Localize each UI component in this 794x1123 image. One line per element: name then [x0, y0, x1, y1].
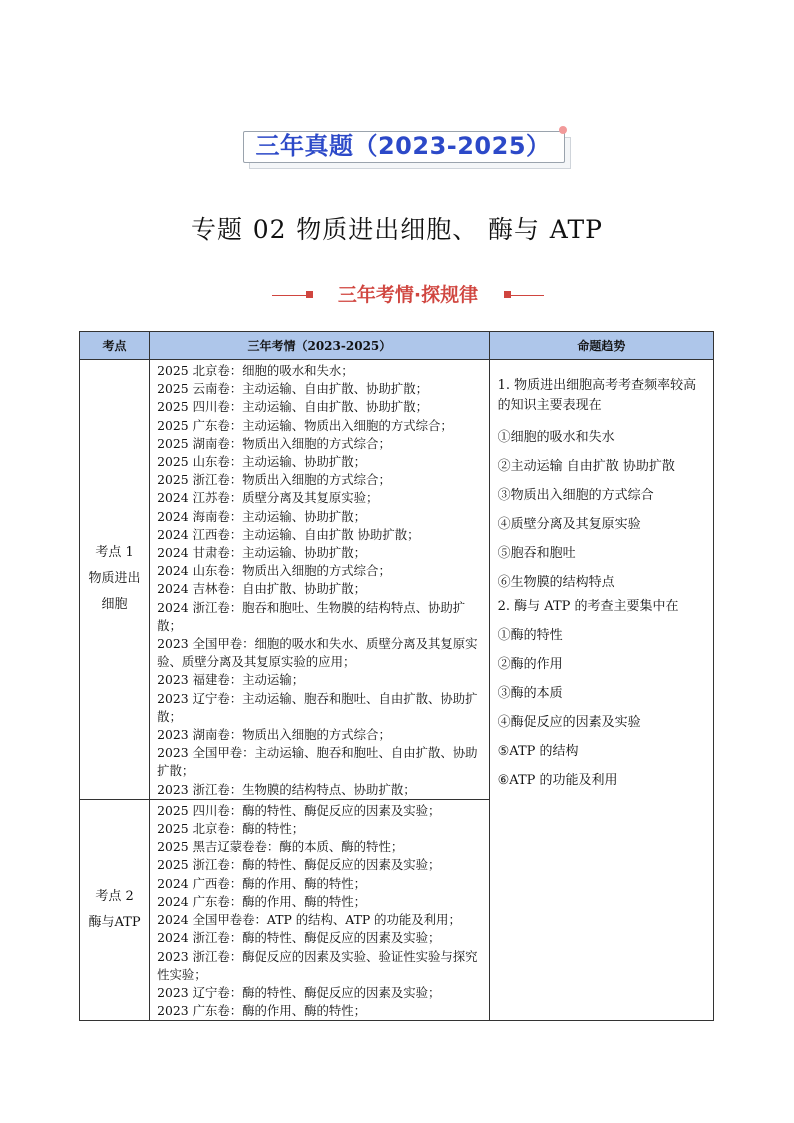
page-title	[0, 210, 794, 246]
title-prefix: 专题	[191, 215, 244, 244]
trend-item: ③物质出入细胞的方式综合	[497, 488, 654, 503]
header-exams: 三年考情（2023-2025）	[150, 332, 490, 360]
banner-text: 三年真题（2023-2025）	[255, 132, 551, 160]
trend-item: ②酶的作用	[497, 657, 563, 672]
title-number: 02	[252, 215, 287, 244]
list-item: 2024 江西卷：主动运输、自由扩散 协助扩散；	[157, 526, 420, 542]
list-item: 2025 北京卷：细胞的吸水和失水；	[157, 363, 354, 378]
list-item: 2023 广东卷：酶的作用、酶的特性；	[157, 1003, 367, 1019]
topic-cell-2	[80, 799, 150, 1020]
sub-header	[272, 282, 544, 308]
list-item: 2025 黑吉辽蒙卷卷：酶的本质、酶的特性；	[157, 839, 404, 855]
list-item: 2023 辽宁卷：主动运输、胞吞和胞吐、自由扩散、协助扩散；	[157, 690, 478, 724]
table-header-row	[80, 332, 714, 360]
trend-heading-2: 2. 酶与 ATP 的考查主要集中在	[497, 599, 679, 614]
trend-item: ③酶的本质	[497, 686, 563, 701]
trend-item: ①酶的特性	[497, 628, 563, 643]
list-item: 2023 湖南卷：物质出入细胞的方式综合；	[157, 727, 391, 743]
list-item: 2025 浙江卷：物质出入细胞的方式综合；	[157, 472, 391, 488]
trend-item: ②主动运输 自由扩散 协助扩散	[497, 459, 675, 474]
list-item: 2023 浙江卷：生物膜的结构特点、协助扩散；	[157, 781, 416, 797]
list-item: 2024 甘肃卷：主动运输、协助扩散；	[157, 545, 367, 561]
title-atp: ATP	[549, 215, 603, 244]
trend-item: ⑥ATP 的功能及利用	[497, 773, 618, 788]
trend-item: ①细胞的吸水和失水	[497, 430, 615, 445]
list-item: 2023 浙江卷：酶促反应的因素及实验、验证性实验与探究性实验；	[157, 948, 478, 982]
list-item: 2025 广东卷：主动运输、物质出入细胞的方式综合；	[157, 417, 453, 433]
trend-item: ⑥生物膜的结构特点	[497, 575, 615, 590]
section-banner	[243, 131, 569, 165]
list-item: 2025 四川卷：主动运输、自由扩散、协助扩散；	[157, 399, 429, 415]
trend-item: ⑤胞吞和胞吐	[497, 546, 576, 561]
trend-heading-1: 1. 物质进出细胞高考考查频率较高的知识主要表现在	[497, 378, 697, 413]
list-item: 2024 山东卷：物质出入细胞的方式综合；	[157, 563, 391, 579]
header-trend: 命题趋势	[489, 332, 713, 360]
topic-line: 酶与ATP	[88, 915, 141, 931]
exam-list-2	[150, 799, 490, 1020]
topic-line: 考点 1	[95, 545, 134, 561]
list-item: 2024 海南卷：主动运输、协助扩散；	[157, 508, 367, 524]
trend-cell	[489, 360, 713, 1021]
trend-item: ⑤ATP 的结构	[497, 744, 579, 759]
trend-item: ④酶促反应的因素及实验	[497, 715, 641, 730]
exam-table	[79, 331, 714, 1021]
list-item: 2024 广西卷：酶的作用、酶的特性；	[157, 875, 367, 891]
list-item: 2024 浙江卷：胞吞和胞吐、生物膜的结构特点、协助扩散；	[157, 599, 466, 633]
list-item: 2023 福建卷：主动运输；	[157, 672, 305, 688]
list-item: 2024 江苏卷：质壁分离及其复原实验；	[157, 490, 379, 506]
topic-line: 物质进出	[88, 571, 141, 587]
title-text-a: 物质进出细胞、	[296, 215, 479, 244]
list-item: 2025 湖南卷：物质出入细胞的方式综合；	[157, 435, 391, 451]
trend-item: ④质壁分离及其复原实验	[497, 517, 641, 532]
table-row	[80, 360, 714, 800]
list-item: 2024 吉林卷：自由扩散、协助扩散；	[157, 581, 367, 597]
sub-line-right	[504, 295, 544, 296]
header-topic: 考点	[80, 332, 150, 360]
topic-cell-1	[80, 360, 150, 800]
list-item: 2023 辽宁卷：酶的特性、酶促反应的因素及实验；	[157, 984, 441, 1000]
list-item: 2025 四川卷：酶的特性、酶促反应的因素及实验；	[157, 802, 441, 818]
list-item: 2025 山东卷：主动运输、协助扩散；	[157, 454, 367, 470]
list-item: 2025 北京卷：酶的特性；	[157, 821, 305, 837]
list-item: 2024 广东卷：酶的作用、酶的特性；	[157, 893, 367, 909]
list-item: 2023 全国甲卷：主动运输、胞吞和胞吐、自由扩散、协助扩散；	[157, 745, 478, 779]
list-item: 2024 浙江卷：酶的特性、酶促反应的因素及实验；	[157, 930, 441, 946]
title-text-b: 酶与	[488, 215, 541, 244]
exam-list-1	[150, 360, 490, 800]
topic-line: 考点 2	[95, 889, 134, 905]
sub-square-left	[306, 291, 313, 298]
list-item: 2024 全国甲卷卷：ATP 的结构、ATP 的功能及利用；	[157, 912, 461, 928]
list-item: 2025 云南卷：主动运输、自由扩散、协助扩散；	[157, 381, 429, 397]
list-item: 2023 全国甲卷：细胞的吸水和失水、质壁分离及其复原实验、质壁分离及其复原实验的应用；	[157, 636, 478, 670]
sub-header-text: 三年考情·探规律	[337, 284, 479, 306]
topic-line: 细胞	[101, 597, 128, 613]
list-item: 2025 浙江卷：酶的特性、酶促反应的因素及实验；	[157, 857, 441, 873]
banner-dot-decoration	[559, 126, 567, 134]
